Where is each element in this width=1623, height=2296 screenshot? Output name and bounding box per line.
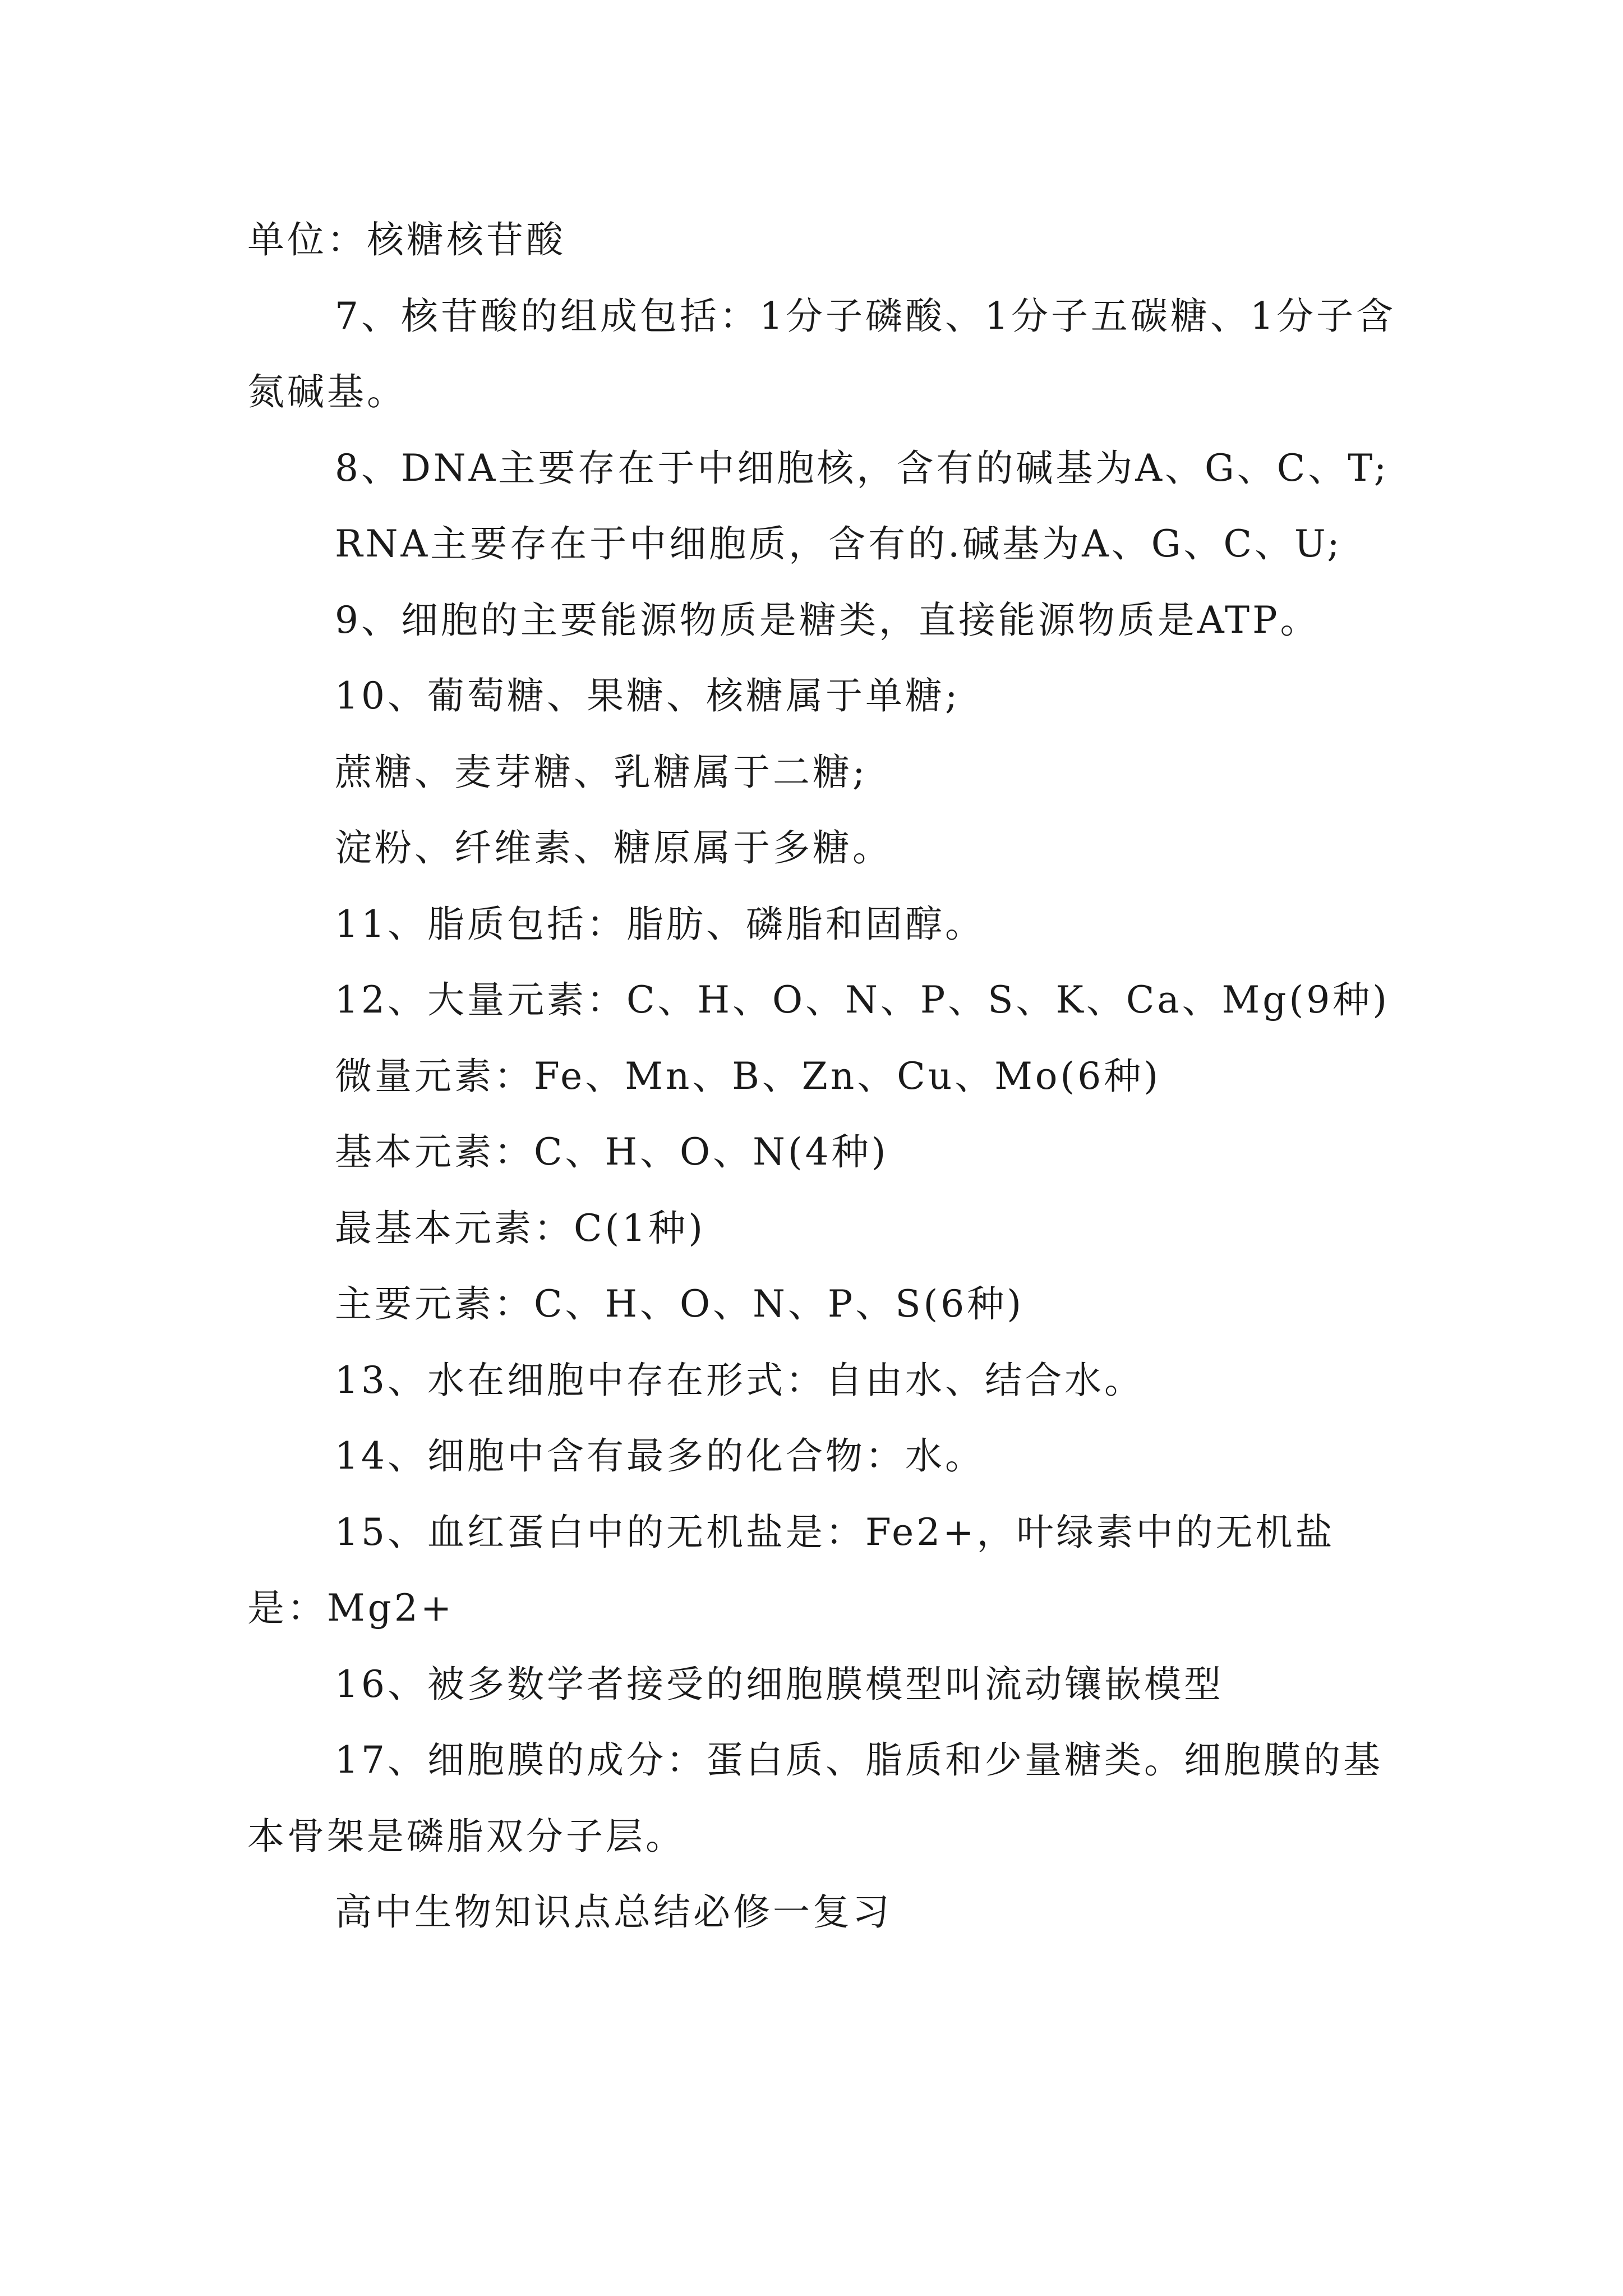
paragraph-12-basic-elements: 基本元素：C、H、O、N(4种) bbox=[335, 1130, 889, 1174]
paragraph-12-main-elements: 主要元素：C、H、O、N、P、S(6种) bbox=[335, 1282, 1025, 1326]
document-body bbox=[247, 202, 1414, 1950]
paragraph-12-macro-elements: 12、大量元素：C、H、O、N、P、S、K、Ca、Mg(9种) bbox=[335, 978, 1390, 1022]
paragraph-15: 15、血红蛋白中的无机盐是：Fe2+，叶绿素中的无机盐是：Mg2+ bbox=[247, 1510, 1335, 1630]
paragraph-17: 17、细胞膜的成分：蛋白质、脂质和少量糖类。细胞膜的基本骨架是磷脂双分子层。 bbox=[247, 1738, 1383, 1858]
paragraph-12-most-basic-element: 最基本元素：C(1种) bbox=[335, 1206, 706, 1250]
paragraph-14: 14、细胞中含有最多的化合物：水。 bbox=[335, 1434, 985, 1478]
paragraph-8-rna: RNA主要存在于中细胞质，含有的.碱基为A、G、C、U; bbox=[335, 522, 1343, 565]
paragraph-16: 16、被多数学者接受的细胞膜模型叫流动镶嵌模型 bbox=[335, 1662, 1224, 1706]
paragraph-9: 9、细胞的主要能源物质是糖类，直接能源物质是ATP。 bbox=[335, 598, 1320, 642]
paragraph-10-disaccharides: 蔗糖、麦芽糖、乳糖属于二糖; bbox=[335, 750, 868, 794]
paragraph-12-trace-elements: 微量元素：Fe、Mn、B、Zn、Cu、Mo(6种) bbox=[335, 1054, 1161, 1098]
paragraph-8-dna: 8、DNA主要存在于中细胞核，含有的碱基为A、G、C、T; bbox=[335, 446, 1390, 490]
closing-heading: 高中生物知识点总结必修一复习 bbox=[335, 1890, 892, 1934]
paragraph-10-monosaccharides: 10、葡萄糖、果糖、核糖属于单糖; bbox=[335, 674, 961, 717]
paragraph-11: 11、脂质包括：脂肪、磷脂和固醇。 bbox=[335, 902, 985, 946]
paragraph-13: 13、水在细胞中存在形式：自由水、结合水。 bbox=[335, 1358, 1144, 1402]
paragraph-7: 7、核苷酸的组成包括：1分子磷酸、1分子五碳糖、1分子含氮碱基。 bbox=[247, 294, 1396, 413]
paragraph-10-polysaccharides: 淀粉、纤维素、糖原属于多糖。 bbox=[335, 826, 892, 869]
paragraph-unit: 单位：核糖核苷酸 bbox=[247, 218, 566, 261]
